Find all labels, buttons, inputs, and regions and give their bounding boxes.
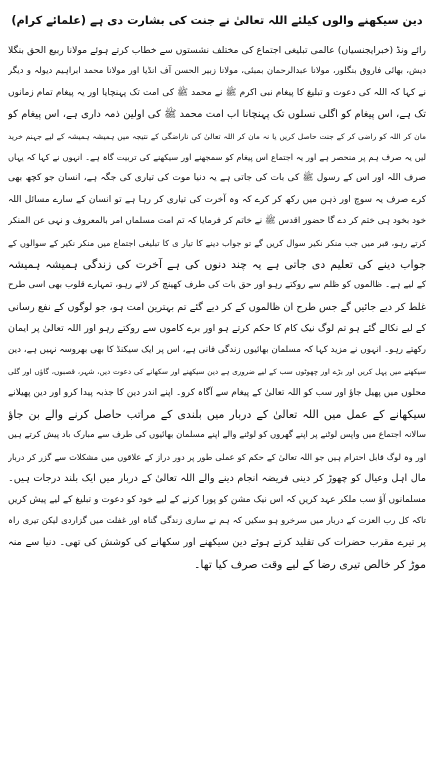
- article-body: [8, 40, 426, 575]
- headline: دین سیکھنے والوں کیلئے اللہ تعالیٰ نے جنت کی بشارت دی ہے (علمائے کرام): [11, 14, 423, 27]
- article-line: غلط کر دیے جائیں گے جس طرح ان ظالموں کے کر دیے گئے تم بہترین امت ہو، جو لوگوں کے نفع رسانی: [8, 301, 426, 313]
- article-line: رائے ونڈ (خبرایجنسیاں) عالمی تبلیغی اجتماع کی مختلف نشستوں سے خطاب کرتے ہوئے مولانا ربیع الحق بنگلا: [8, 45, 426, 56]
- article-line: پر تیرے مقرب حضرات کی تقلید کرتے ہوئے دین سیکھنے اور سکھانے کی کوشش کی تھی۔ دنیا سے منہ: [8, 537, 426, 549]
- article-line: تک ہے، اس پیغام کو اگلی نسلوں تک پہنچانا اب امت محمد ﷺ کی اولین ذمہ داری ہے، اس پیغام کو: [8, 109, 426, 121]
- article-line: خود بخود ہی ختم کر دے گا حضور اقدس ﷺ نے خاتم کر فرمایا کہ تم امت مسلماں امر بالمعروف و نہی عن المنکر: [8, 216, 426, 227]
- article-line: اور وہ لوگ قابل احترام ہیں جو اللہ تعالیٰ کے حکم کو عملی طور پر دور دراز کے علاقوں میں مشکلات سے گزر کر دربار: [8, 451, 426, 462]
- article-line: سیکھنے میں پہل کریں اور بڑے اور چھوٹوں سب کے لیے ضروری ہے دین سیکھنے اور سکھانے کی دعوت دیں، شہر، قصبوں، گاؤں اور گلی: [8, 367, 426, 377]
- article-line: مان کر اللہ کو راضی کر کے جنت حاصل کریں یا نہ مان کر اللہ تعالیٰ کی ناراضگی کے نتیجہ میں ہمیشہ ہمیشہ کے لیے جہنم خرید: [8, 131, 426, 141]
- article-line: مال اہل وعیال کو چھوڑ کر دینی فریضہ انجام دینے والے اللہ تعالیٰ کے دربار میں ایک بلند درجات ہیں۔: [8, 473, 426, 485]
- article-line: صرف اللہ اور اس کے رسول ﷺ کی بات کی جاتی ہے یہ دنیا موت کی تیاری کی جگہ ہے، انسان جو کچھ بھی: [8, 173, 426, 184]
- article-line: موڑ کر خالص تیری رضا کے لیے وقت صرف کیا تھا۔: [193, 557, 426, 571]
- article-line: کے لیے نکالے گئے ہو تم لوگ نیک کام کا حکم کرتے ہو اور برے کاموں سے روکتے رہو اور اللہ تعالیٰ پر ایمان: [8, 323, 426, 335]
- article-line: محلوں میں پھیل جاؤ اور سب کو اللہ تعالیٰ کے پیغام سے آگاہ کرو۔ اپنے اندر دین کا جذبہ پیدا کرو اور دین پھیلانے: [8, 387, 426, 398]
- article-line: مسلمانوں آؤ سب ملکر عہد کریں کہ اس نیک مشن کو پورا کرنے کے لیے خود کو دعوت و تبلیغ کے لیے پیش کریں: [8, 494, 426, 505]
- article-line: سیکھانے کے عمل میں اللہ تعالیٰ کے دربار میں بلندی کے مراتب حاصل کرنے والے بن جاؤ: [8, 407, 426, 421]
- article-line: نے کہا کہ اللہ کی دعوت و تبلیغ کا پیغام نبی اکرم ﷺ نے محمد ﷺ کی امت تک پہنچایا اور یہ پیغام تمام زمانوں: [8, 87, 426, 98]
- article-line: سالانہ اجتماع میں واپس لوٹنے پر اپنے گھروں کو لوٹنے والے اپنے مسلمان بھائیوں کی طرف سے مبارک باد پیش کرتے ہیں: [8, 430, 426, 441]
- article-line: دیش، بھائی فاروق بنگلور، مولانا عبدالرحمان بمبئی، مولانا زبیر الحسن آف انڈیا اور مولانا محمد ابراہیم دیولہ و دیگر: [8, 66, 426, 77]
- article-line: تاکہ کل رب العزت کے دربار میں سرخرو ہو سکیں کہ ہم نے ساری زندگی گناہ اور غفلت میں گزاردی لیکن تیری راہ: [8, 515, 426, 526]
- article-line: کے لیے ہے۔ ظالموں کو ظلم سے روکتے رہو اور حق بات کی طرف کھینچ کر لاتے رہو، تمہارے قلوب بھی اسی طرح: [8, 280, 426, 291]
- article-line: جواب دینے کی تعلیم دی جاتی ہے یہ چند دنوں کی ہے آخرت کی زندگی ہمیشہ ہمیشہ: [8, 258, 426, 272]
- article-line: لیں یہ صرف ہم پر منحصر ہے اور یہ اجتماع اس پیغام کو سمجھنے اور سیکھنے کی تربیت گاہ ہے۔ انہوں نے کہا کہ یہاں: [8, 152, 426, 163]
- article-line: کرتے رہو، قبر میں جب منکر نکیر سوال کریں گے تو جواب دینے کا تیار ی کا تبلیغی اجتماع میں منکر نکیر کے سوالوں کے: [8, 237, 426, 248]
- article-line: کرے صرف یہ سوچ اور ذہن میں رکھ کر کرے کہ وہ آخرت کی تیاری کر رہا ہے تو انسان کے سارے مسائل اللہ: [8, 194, 426, 205]
- article-line: رکھتے رہو۔ انہوں نے مزید کہا کہ مسلمان بھائیوں زندگی فانی ہے، اس پر ایک سیکنڈ کا بھی بھروسہ نہیں ہے، دین: [8, 344, 426, 355]
